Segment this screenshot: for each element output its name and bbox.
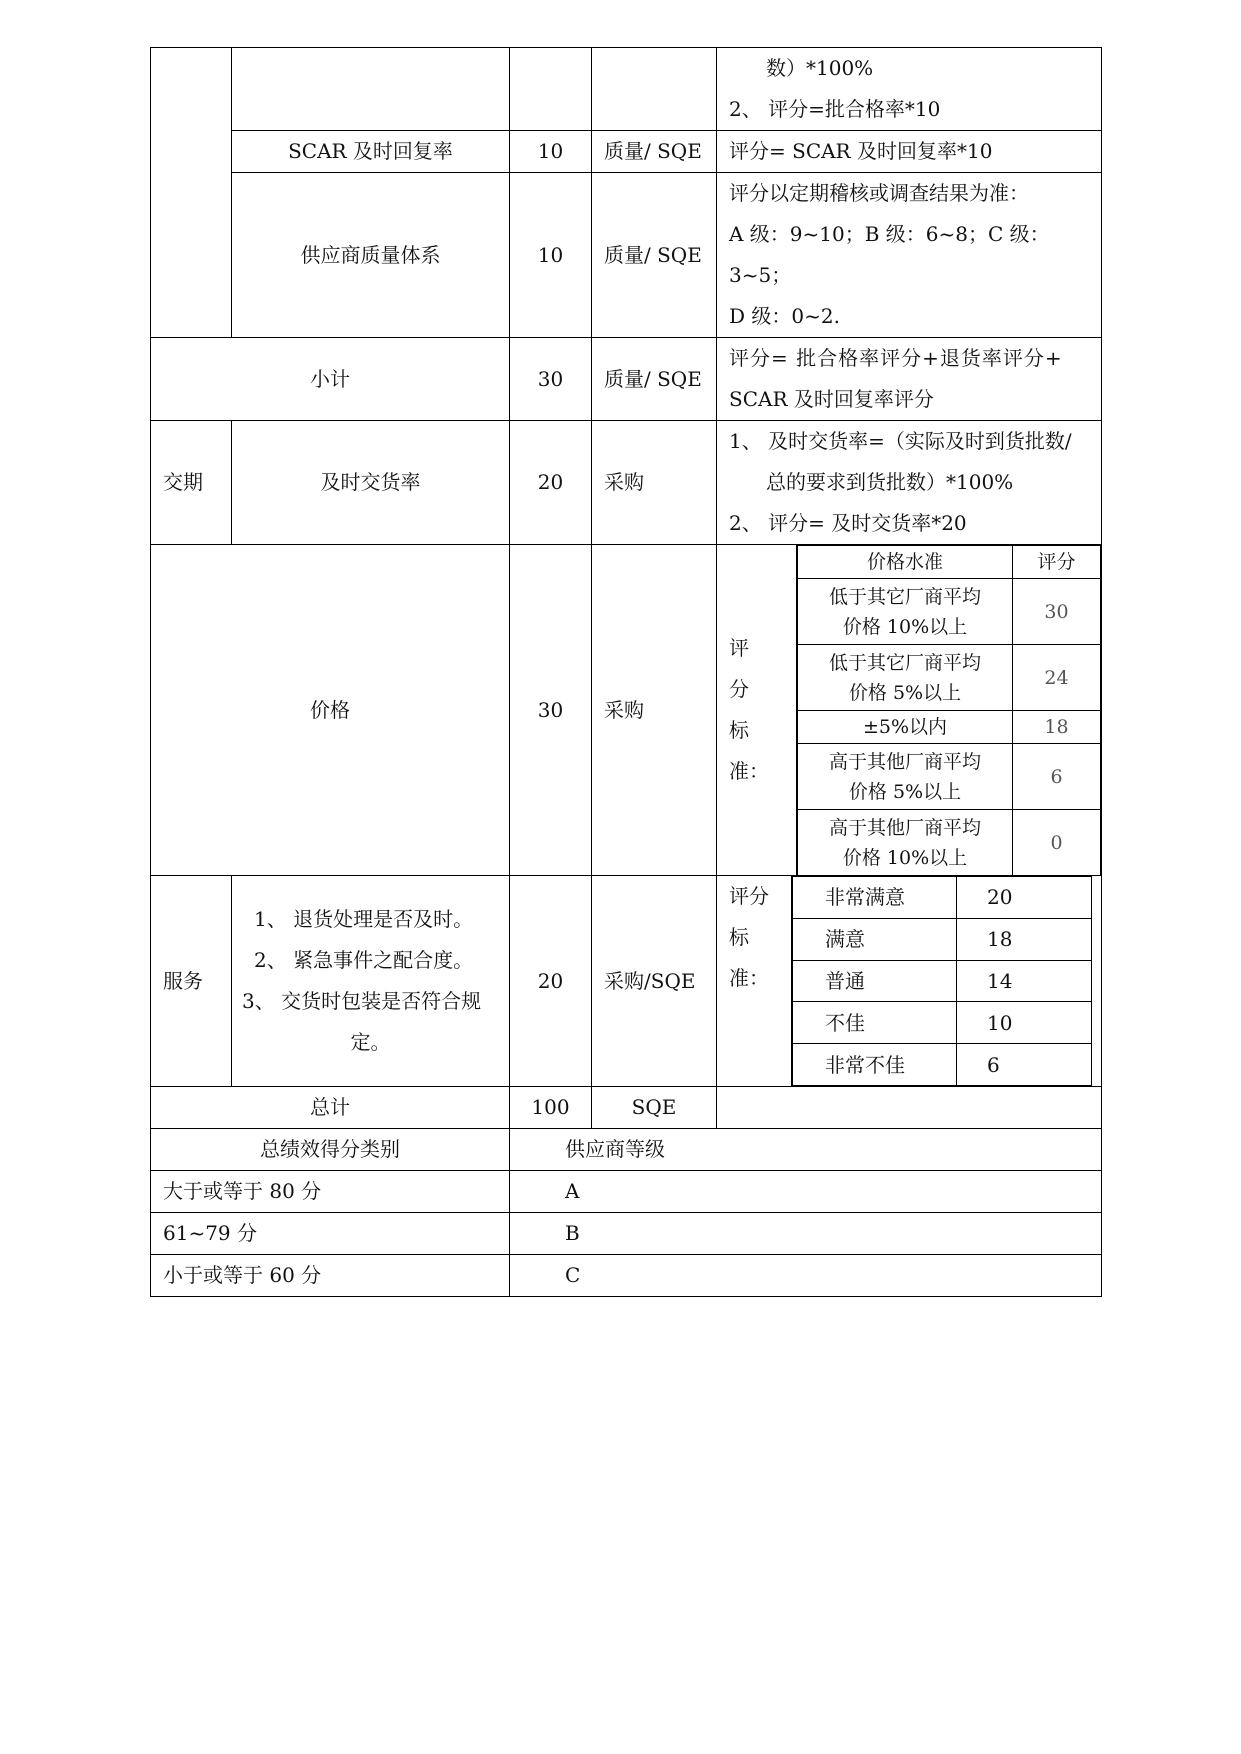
desc-line: 1、 及时交货率=（实际及时到货批数/ <box>729 429 1072 453</box>
service-level: 不佳 <box>793 1002 957 1044</box>
desc-cell-empty <box>717 1087 1102 1129</box>
dept-cell: 质量/ SQE <box>592 338 717 421</box>
service-criteria-cell <box>717 876 1102 1087</box>
weight-cell: 20 <box>510 421 592 545</box>
weight-cell: 30 <box>510 545 592 876</box>
item-cell: SCAR 及时回复率 <box>232 131 510 173</box>
price-level-line: 价格 5%以上 <box>848 681 962 704</box>
grade-row <box>151 1255 1102 1297</box>
table-row-price <box>151 545 1102 876</box>
price-row <box>798 810 1101 876</box>
grade-row <box>151 1171 1102 1213</box>
service-level: 非常满意 <box>793 877 957 919</box>
service-items-cell <box>232 876 510 1087</box>
desc-cell <box>717 173 1102 338</box>
price-score: 30 <box>1013 579 1101 645</box>
item-cell: 供应商质量体系 <box>232 173 510 338</box>
category-cell-quality <box>151 48 232 338</box>
desc-cell-batch <box>717 48 1102 131</box>
grade-row <box>151 1213 1102 1255</box>
grade-range: 61~79 分 <box>151 1213 510 1255</box>
price-level-line: 价格 10%以上 <box>842 846 968 869</box>
desc-line: SCAR 及时回复率评分 <box>729 387 934 411</box>
desc-line: D 级：0~2. <box>729 304 840 328</box>
grade-range: 大于或等于 80 分 <box>151 1171 510 1213</box>
service-score: 18 <box>957 918 1092 960</box>
weight-cell-batch <box>510 48 592 131</box>
item-cell: 及时交货率 <box>232 421 510 545</box>
service-row <box>793 960 1092 1002</box>
criteria-label-char: 标 <box>729 718 749 742</box>
price-row <box>798 744 1101 810</box>
service-row <box>793 877 1092 919</box>
grade-value: A <box>510 1171 1102 1213</box>
price-row <box>798 711 1101 744</box>
grade-value: C <box>510 1255 1102 1297</box>
grade-header-score: 总绩效得分类别 <box>151 1129 510 1171</box>
criteria-label <box>717 876 792 1086</box>
dept-cell: 采购 <box>592 545 717 876</box>
dept-cell: 采购 <box>592 421 717 545</box>
desc-cell <box>717 338 1102 421</box>
desc-line: 评分以定期稽核或调查结果为准： <box>729 181 1029 205</box>
table-row-subtotal <box>151 338 1102 421</box>
service-row <box>793 918 1092 960</box>
weight-cell: 20 <box>510 876 592 1087</box>
service-score: 10 <box>957 1002 1092 1044</box>
criteria-label-char: 准： <box>729 759 769 783</box>
price-level-line: ±5%以内 <box>798 711 1013 744</box>
criteria-label <box>717 545 797 875</box>
service-level: 非常不佳 <box>793 1044 957 1086</box>
price-level-line: 价格 10%以上 <box>842 615 968 638</box>
dept-cell: 质量/ SQE <box>592 131 717 173</box>
weight-cell: 30 <box>510 338 592 421</box>
table-row-total <box>151 1087 1102 1129</box>
price-criteria-table <box>797 545 1101 876</box>
grade-value: B <box>510 1213 1102 1255</box>
grade-header-row <box>151 1129 1102 1171</box>
desc-cell: 评分= SCAR 及时回复率*10 <box>717 131 1102 173</box>
price-score: 24 <box>1013 645 1101 711</box>
criteria-label-char: 准： <box>729 966 769 990</box>
price-score: 6 <box>1013 744 1101 810</box>
price-level-line: 价格 5%以上 <box>848 780 962 803</box>
criteria-label-char: 分 <box>729 677 749 701</box>
category-cell: 交期 <box>151 421 232 545</box>
grade-header-level: 供应商等级 <box>510 1129 1102 1171</box>
table-row-batch-continued <box>151 48 1102 131</box>
price-level-line: 低于其它厂商平均 <box>828 585 981 608</box>
price-level-line: 低于其它厂商平均 <box>828 651 981 674</box>
weight-cell: 10 <box>510 131 592 173</box>
service-score: 14 <box>957 960 1092 1002</box>
item-cell-batch <box>232 48 510 131</box>
price-criteria-cell <box>717 545 1102 876</box>
desc-line: A 级：9~10；B 级：6~8；C 级：3~5； <box>729 222 1050 287</box>
dept-cell: 采购/SQE <box>592 876 717 1087</box>
total-label: 总计 <box>151 1087 510 1129</box>
table-row-quality-system <box>151 173 1102 338</box>
service-row <box>793 1002 1092 1044</box>
price-row <box>798 579 1101 645</box>
price-row <box>798 645 1101 711</box>
subtotal-label: 小计 <box>151 338 510 421</box>
service-item: 3、 交货时包装是否符合规 <box>242 989 482 1013</box>
price-score: 0 <box>1013 810 1101 876</box>
service-item: 定。 <box>350 1030 391 1054</box>
service-item: 1、 退货处理是否及时。 <box>254 907 474 931</box>
table-row-delivery <box>151 421 1102 545</box>
desc-line: 2、 评分= 及时交货率*20 <box>729 511 967 535</box>
desc-cell <box>717 421 1102 545</box>
criteria-label-char: 评分 <box>729 884 769 908</box>
price-header-score: 评分 <box>1013 546 1101 579</box>
service-row <box>793 1044 1092 1086</box>
item-cell: 价格 <box>151 545 510 876</box>
dept-cell: SQE <box>592 1087 717 1129</box>
weight-cell: 10 <box>510 173 592 338</box>
service-score: 6 <box>957 1044 1092 1086</box>
service-level: 满意 <box>793 918 957 960</box>
category-cell: 服务 <box>151 876 232 1087</box>
price-header-level: 价格水准 <box>798 546 1013 579</box>
dept-cell-batch <box>592 48 717 131</box>
weight-cell: 100 <box>510 1087 592 1129</box>
desc-line: 评分= 批合格率评分+退货率评分+ <box>729 346 1063 370</box>
supplier-evaluation-table <box>150 47 1102 1297</box>
service-level: 普通 <box>793 960 957 1002</box>
grade-range: 小于或等于 60 分 <box>151 1255 510 1297</box>
desc-line: 总的要求到货批数）*100% <box>766 470 1014 494</box>
service-score: 20 <box>957 877 1092 919</box>
criteria-label-char: 评 <box>729 636 749 660</box>
table-row-service <box>151 876 1102 1087</box>
price-level-line: 高于其他厂商平均 <box>828 750 981 773</box>
desc-line: 2、 评分=批合格率*10 <box>729 97 941 121</box>
price-level-line: 高于其他厂商平均 <box>828 816 981 839</box>
criteria-label-char: 标 <box>729 925 749 949</box>
dept-cell: 质量/ SQE <box>592 173 717 338</box>
table-row-scar <box>151 131 1102 173</box>
service-criteria-table <box>792 876 1092 1086</box>
desc-line: 数）*100% <box>766 56 874 80</box>
price-score: 18 <box>1013 711 1101 744</box>
service-item: 2、 紧急事件之配合度。 <box>254 948 474 972</box>
